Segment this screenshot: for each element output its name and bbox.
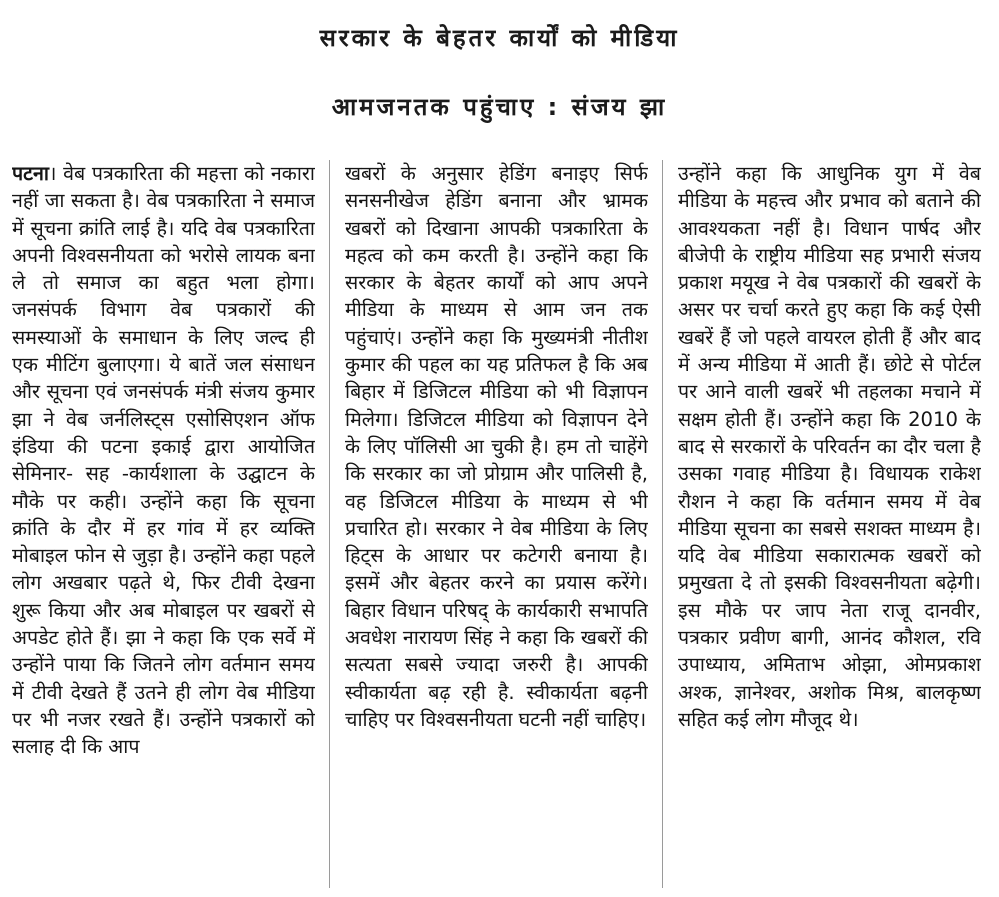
column-3-text: उन्होंने कहा कि आधुनिक युग में वेब मीडिया के महत्त्व और प्रभाव को बताने की आवश्यकता नहीं है। विधान पार्षद और बीजेपी के राष्ट्रीय मीडिया सह प्रभारी संजय प्रकाश मयूख ने वेब पत्रकारों की खबरों के असर पर चर्चा करते हुए कहा कि कई ऐसी खबरें हैं जो पहले वायरल होती हैं और बाद में अन्य मीडिया में आती हैं। छोटे से पोर्टल पर आने वाली खबरें भी तहलका मचाने में सक्षम होती हैं। उन्होंने कहा कि 2010 के बाद से सरकारों के परिवर्तन का दौर चला है उसका गवाह मीडिया है। विधायक राकेश रौशन ने कहा कि वर्तमान समय में वेब मीडिया सूचना का सबसे सशक्त माध्यम है। यदि वेब मीडिया सकारात्मक खबरों को प्रमुखता दे तो इसकी विश्वसनीयता बढ़ेगी। इस मौके पर जाप नेता राजू दानवीर, पत्रकार प्रवीण बागी, आनंद कौशल, रवि उपाध्याय, अमिताभ ओझा, ओमप्रकाश अश्क, ज्ञानेश्वर, अशोक मिश्र, बालकृष्ण सहित कई लोग मौजूद थे।: [678, 162, 981, 731]
article-body: [12, 160, 987, 890]
headline-line-2: आमजनतक पहुंचाए : संजय झा: [331, 93, 668, 121]
column-1-text: । वेब पत्रकारिता की महत्ता को नकारा नहीं जा सकता है। वेब पत्रकारिता ने समाज में सूचना क्रांति लाई है। यदि वेब पत्रकारिता अपनी विश्वसनीयता को भरोसे लायक बना ले तो समाज का बहुत भला होगा। जनसंपर्क विभाग वेब पत्रकारों की समस्याओं के समाधान के लिए जल्द ही एक मीटिंग बुलाएगा। ये बातें जल संसाधन और सूचना एवं जनसंपर्क मंत्री संजय कुमार झा ने वेब जर्नलिस्ट्स एसोसिएशन ऑफ इंडिया की पटना इकाई द्वारा आयोजित सेमिनार- सह -कार्यशाला के उद्घाटन के मौके पर कही। उन्होंने कहा कि सूचना क्रांति के दौर में हर गांव में हर व्यक्ति मोबाइल फोन से जुड़ा है। उन्होंने कहा पहले लोग अखबार पढ़ते थे, फिर टीवी देखना शुरू किया और अब मोबाइल पर खबरों से अपडेट होते हैं। झा ने कहा कि एक सर्वे में उन्होंने पाया कि जितने लोग वर्तमान समय में टीवी देखते हैं उतने ही लोग वेब मीडिया पर भी नजर रखते हैं। उन्होंने पत्रकारों को सलाह दी कि आप: [12, 162, 315, 759]
column-2-text: खबरों के अनुसार हेडिंग बनाइए सिर्फ सनसनीखेज हेडिंग बनाना और भ्रामक खबरों को दिखाना आपकी पत्रकारिता के महत्व को कम करती है। उन्होंने कहा कि सरकार के बेहतर कार्यों को आप अपने मीडिया के माध्यम से आम जन तक पहुंचाएं। उन्होंने कहा कि मुख्यमंत्री नीतीश कुमार की पहल का यह प्रतिफल है कि अब बिहार में डिजिटल मीडिया को भी विज्ञापन मिलेगा। डिजिटल मीडिया को विज्ञापन देने के लिए पॉलिसी आ चुकी है। हम तो चाहेंगे कि सरकार का जो प्रोग्राम और पालिसी है, वह डिजिटल मीडिया के माध्यम से भी प्रचारित हो। सरकार ने वेब मीडिया के लिए हिट्स के आधार पर कटेगरी बनाया है। इसमें और बेहतर करने का प्रयास करेंगे। बिहार विधान परिषद् के कार्यकारी सभापति अवधेश नारायण सिंह ने कहा कि खबरों की सत्यता सबसे ज्यादा जरुरी है। आपकी स्वीकार्यता बढ़ रही है. स्वीकार्यता बढ़नी चाहिए पर विश्वसनीयता घटनी नहीं चाहिए।: [345, 162, 648, 731]
headline: [0, 6, 999, 138]
article-column-2: [345, 160, 648, 890]
dateline: पटना: [12, 162, 49, 185]
article-column-1: [12, 160, 315, 890]
article-column-3: [678, 160, 981, 890]
article-paragraph: [12, 160, 315, 761]
headline-line-1: सरकार के बेहतर कार्यों को मीडिया: [319, 24, 680, 52]
